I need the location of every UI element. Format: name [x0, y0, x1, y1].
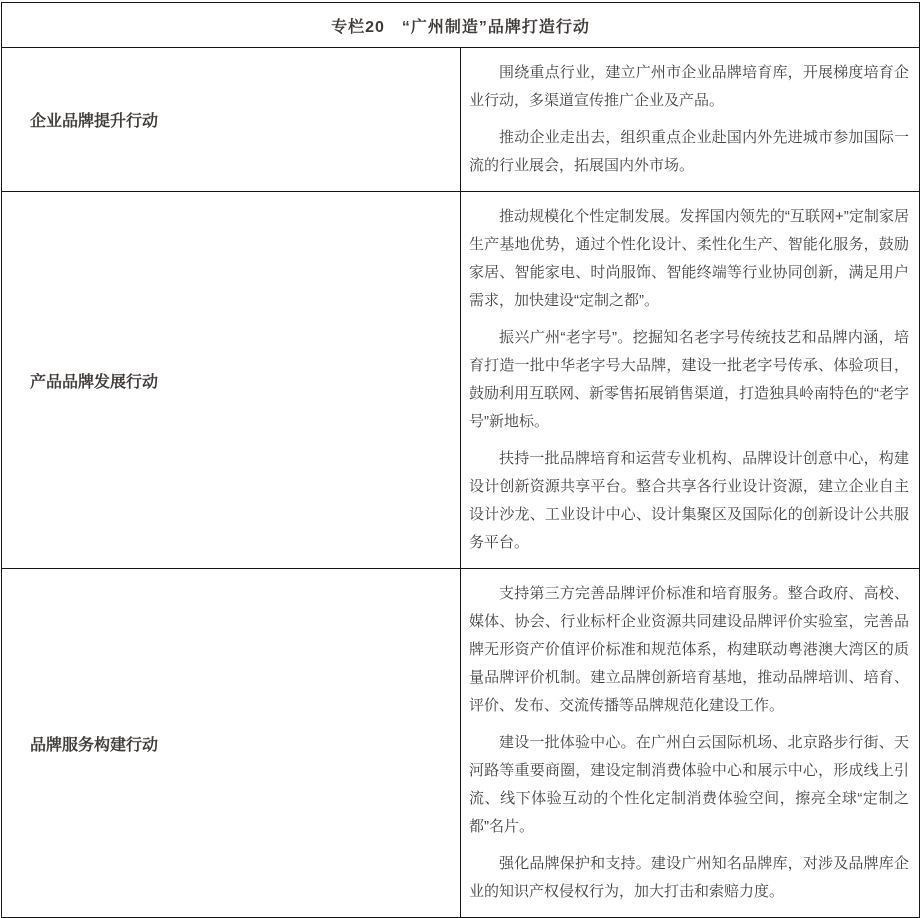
- row-content-product-brand: [461, 192, 920, 569]
- row-label-product-brand: 产品品牌发展行动: [2, 192, 461, 569]
- row-label-enterprise-brand: 企业品牌提升行动: [2, 48, 461, 192]
- cell-paragraph: 强化品牌保护和支持。建设广州知名品牌库，对涉及品牌库企业的知识产权侵权行为，加大打击和索赔力度。: [469, 855, 909, 900]
- feature-box-table: [1, 2, 920, 918]
- cell-paragraph: 支持第三方完善品牌评价标准和培育服务。整合政府、高校、媒体、协会、行业标杆企业资源共同建设品牌评价实验室，完善品牌无形资产价值评价标准和规范体系，构建联动粤港澳大湾区的质量品牌评价机制。建立品牌创新培育基地，推动品牌培训、培育、评价、发布、交流传播等品牌规范化建设工作。: [469, 585, 909, 714]
- table-title: 专栏20 “广州制造”品牌打造行动: [2, 3, 920, 48]
- cell-paragraph: 建设一批体验中心。在广州白云国际机场、北京路步行街、天河路等重要商圈，建设定制消费体验中心和展示中心，形成线上引流、线下体验互动的个性化定制消费体验空间，擦亮全球“定制之都”名片。: [469, 734, 909, 835]
- cell-paragraph: 扶持一批品牌培育和运营专业机构、品牌设计创意中心，构建设计创新资源共享平台。整合共享各行业设计资源，建立企业自主设计沙龙、工业设计中心、设计集聚区及国际化的创新设计公共服务平台。: [469, 450, 909, 551]
- row-content-brand-service: [461, 569, 920, 918]
- cell-paragraph: 推动企业走出去，组织重点企业赴国内外先进城市参加国际一流的行业展会，拓展国内外市场。: [469, 129, 909, 174]
- table-row: [2, 192, 920, 569]
- cell-paragraph: 振兴广州“老字号”。挖掘知名老字号传统技艺和品牌内涵，培育打造一批中华老字号大品牌，建设一批老字号传承、体验项目，鼓励利用互联网、新零售拓展销售渠道，打造独具岭南特色的“老字号”新地标。: [469, 329, 909, 430]
- cell-paragraph: 围绕重点行业，建立广州市企业品牌培育库，开展梯度培育企业行动，多渠道宣传推广企业及产品。: [469, 64, 909, 109]
- row-label-brand-service: 品牌服务构建行动: [2, 569, 461, 918]
- table-header-row: [2, 3, 920, 48]
- cell-paragraph: 推动规模化个性定制发展。发挥国内领先的“互联网+”定制家居生产基地优势，通过个性化设计、柔性化生产、智能化服务，鼓励家居、智能家电、时尚服饰、智能终端等行业协同创新，满足用户需求，加快建设“定制之都”。: [469, 208, 909, 309]
- row-content-enterprise-brand: [461, 48, 920, 192]
- table-row: [2, 569, 920, 918]
- table-row: [2, 48, 920, 192]
